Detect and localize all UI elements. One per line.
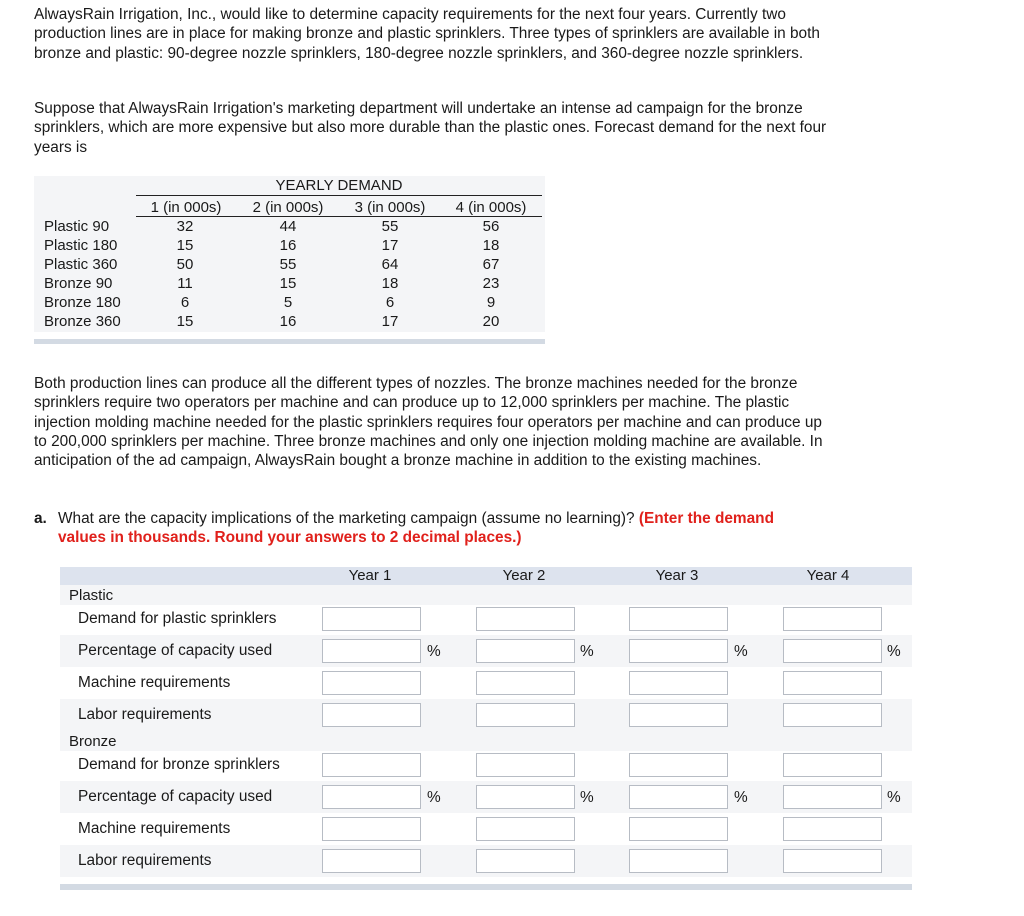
demand-cell: 17 bbox=[381, 313, 399, 330]
demand-col-header: 4 (in 000s) bbox=[455, 199, 527, 216]
answer-input[interactable] bbox=[629, 671, 728, 695]
answer-input[interactable] bbox=[629, 607, 728, 631]
demand-cell: 6 bbox=[385, 294, 395, 311]
answer-input[interactable] bbox=[322, 817, 421, 841]
section-title: Bronze bbox=[69, 733, 117, 750]
answer-input[interactable] bbox=[629, 703, 728, 727]
demand-cell: 15 bbox=[176, 313, 194, 330]
answer-row-label: Demand for bronze sprinklers bbox=[78, 756, 280, 773]
answer-input[interactable] bbox=[783, 607, 882, 631]
demand-cell: 15 bbox=[279, 275, 297, 292]
answer-input[interactable] bbox=[783, 785, 882, 809]
year-header: Year 4 bbox=[806, 567, 850, 584]
demand-col-header: 1 (in 000s) bbox=[150, 199, 222, 216]
percent-sign: % bbox=[887, 643, 901, 660]
demand-cell: 18 bbox=[482, 237, 500, 254]
demand-cell: 9 bbox=[486, 294, 496, 311]
demand-row-label: Bronze 180 bbox=[44, 294, 121, 311]
answer-input[interactable] bbox=[783, 849, 882, 873]
percent-sign: % bbox=[427, 789, 441, 806]
answer-input[interactable] bbox=[783, 703, 882, 727]
demand-table-bottom-bar bbox=[34, 339, 545, 344]
demand-cell: 17 bbox=[381, 237, 399, 254]
answer-input[interactable] bbox=[322, 607, 421, 631]
percent-sign: % bbox=[580, 789, 594, 806]
demand-cell: 56 bbox=[482, 218, 500, 235]
demand-cell: 23 bbox=[482, 275, 500, 292]
answer-input[interactable] bbox=[629, 753, 728, 777]
demand-row-label: Plastic 90 bbox=[44, 218, 110, 235]
answer-input[interactable] bbox=[322, 753, 421, 777]
section-row bbox=[60, 731, 912, 751]
answer-input[interactable] bbox=[322, 785, 421, 809]
question-letter: a. bbox=[34, 510, 47, 527]
answer-input[interactable] bbox=[476, 753, 575, 777]
demand-cell: 55 bbox=[279, 256, 297, 273]
question-instruction: (Enter the demand values in thousands. Round your answers to 2 decimal places.) bbox=[58, 510, 774, 547]
answer-input[interactable] bbox=[322, 849, 421, 873]
answer-input[interactable] bbox=[476, 785, 575, 809]
answer-row-label: Labor requirements bbox=[78, 852, 212, 869]
demand-table-title: YEARLY DEMAND bbox=[136, 177, 542, 196]
demand-cell: 20 bbox=[482, 313, 500, 330]
answer-input[interactable] bbox=[629, 817, 728, 841]
demand-cell: 16 bbox=[279, 313, 297, 330]
percent-sign: % bbox=[887, 789, 901, 806]
answer-input[interactable] bbox=[783, 817, 882, 841]
answer-input[interactable] bbox=[476, 849, 575, 873]
demand-cell: 6 bbox=[180, 294, 190, 311]
answer-input[interactable] bbox=[322, 703, 421, 727]
demand-row-label: Plastic 360 bbox=[44, 256, 118, 273]
section-title: Plastic bbox=[69, 587, 114, 604]
demand-cell: 11 bbox=[177, 275, 193, 292]
answer-input[interactable] bbox=[322, 639, 421, 663]
answer-input[interactable] bbox=[322, 671, 421, 695]
demand-cell: 44 bbox=[279, 218, 297, 235]
demand-cell: 5 bbox=[283, 294, 293, 311]
answer-row-label: Demand for plastic sprinklers bbox=[78, 610, 277, 627]
answer-input[interactable] bbox=[783, 671, 882, 695]
section-row bbox=[60, 585, 912, 605]
answer-input[interactable] bbox=[476, 607, 575, 631]
answer-row-label: Machine requirements bbox=[78, 820, 231, 837]
answer-row-label: Machine requirements bbox=[78, 674, 231, 691]
demand-cell: 64 bbox=[381, 256, 399, 273]
demand-cell: 18 bbox=[381, 275, 399, 292]
answer-input[interactable] bbox=[476, 703, 575, 727]
answer-input[interactable] bbox=[629, 639, 728, 663]
answer-input[interactable] bbox=[476, 639, 575, 663]
demand-col-header: 3 (in 000s) bbox=[354, 199, 426, 216]
percent-sign: % bbox=[734, 789, 748, 806]
intro-paragraph-3: Both production lines can produce all the different types of nozzles. The bronze machines needed for the bronze sprinklers require two operators per machine and can produce up to 12,000 sprinklers per machine. The plastic injection molding machine needed for the plastic sprinklers requires four operators per machine and can produce up to 200,000 sprinklers per machine. Three bronze machines and only one injection molding machine are available. In anticipation of the ad campaign, AlwaysRain bought a bronze machine in addition to the existing machines. bbox=[34, 375, 823, 470]
demand-cell: 50 bbox=[176, 256, 194, 273]
demand-cell: 15 bbox=[176, 237, 194, 254]
question-body: What are the capacity implications of the marketing campaign (assume no learning)? bbox=[58, 510, 635, 527]
demand-col-header: 2 (in 000s) bbox=[252, 199, 324, 216]
intro-paragraph-1: AlwaysRain Irrigation, Inc., would like to determine capacity requirements for the next four years. Currently two production lines are in place for making bronze and plastic sprinklers. Three types of sprinklers are available in both bronze and plastic: 90-degree nozzle sprinklers, 180-degree nozzle sprinklers, and 360-degree nozzle sprinklers. bbox=[34, 6, 820, 62]
question-text bbox=[58, 509, 808, 548]
answer-input[interactable] bbox=[476, 817, 575, 841]
demand-cell: 67 bbox=[482, 256, 500, 273]
demand-row-label: Bronze 360 bbox=[44, 313, 121, 330]
intro-paragraph-2: Suppose that AlwaysRain Irrigation's marketing department will undertake an intense ad campaign for the bronze sprinklers, which are more expensive but also more durable than the plastic ones. Forecast demand for the next four years is bbox=[34, 100, 827, 156]
percent-sign: % bbox=[734, 643, 748, 660]
answer-table-bottom-bar bbox=[60, 884, 912, 890]
answer-row-label: Labor requirements bbox=[78, 706, 212, 723]
percent-sign: % bbox=[427, 643, 441, 660]
answer-row-label: Percentage of capacity used bbox=[78, 642, 273, 659]
year-header: Year 1 bbox=[348, 567, 392, 584]
demand-cell: 32 bbox=[176, 218, 194, 235]
demand-cell: 55 bbox=[381, 218, 399, 235]
answer-input[interactable] bbox=[629, 849, 728, 873]
demand-row-label: Bronze 90 bbox=[44, 275, 113, 292]
answer-input[interactable] bbox=[783, 753, 882, 777]
demand-row-label: Plastic 180 bbox=[44, 237, 118, 254]
demand-cell: 16 bbox=[279, 237, 297, 254]
answer-input[interactable] bbox=[783, 639, 882, 663]
answer-input[interactable] bbox=[476, 671, 575, 695]
year-header: Year 3 bbox=[655, 567, 699, 584]
year-header: Year 2 bbox=[502, 567, 546, 584]
percent-sign: % bbox=[580, 643, 594, 660]
answer-row-label: Percentage of capacity used bbox=[78, 788, 273, 805]
answer-input[interactable] bbox=[629, 785, 728, 809]
